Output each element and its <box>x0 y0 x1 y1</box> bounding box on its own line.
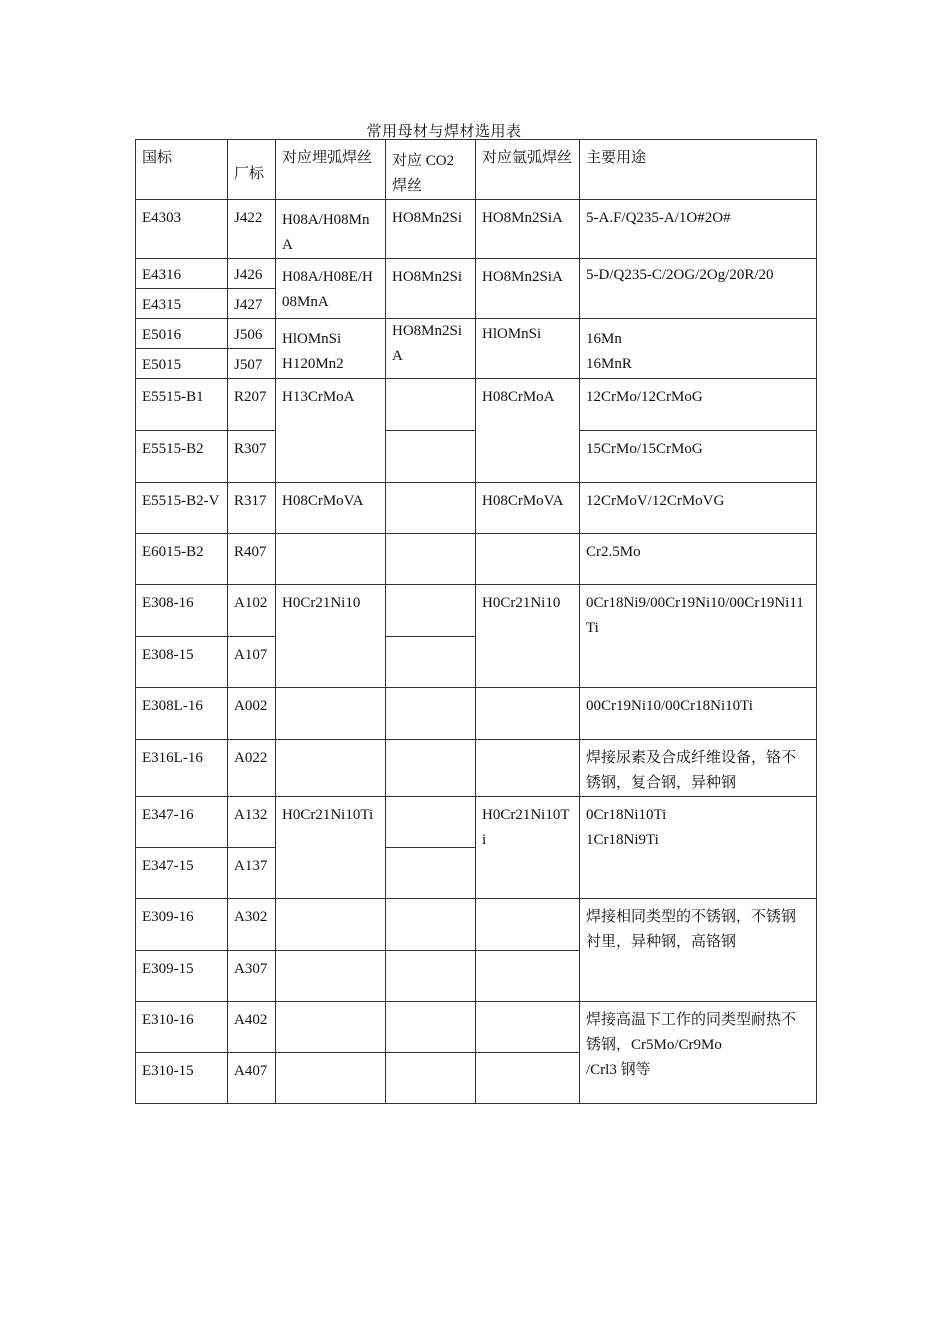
cell-saw-wire <box>276 899 386 951</box>
table-row <box>136 899 817 951</box>
cell-co2-wire <box>386 951 476 1002</box>
cell-tig-wire <box>476 688 580 740</box>
cell-main-use: 15CrMo/15CrMoG <box>580 431 817 483</box>
cell-tig-wire: HO8Mn2SiA <box>476 259 580 319</box>
cell-co2-wire: HO8Mn2Si <box>386 200 476 259</box>
table-row <box>136 483 817 534</box>
cell-factory: J507 <box>228 349 276 379</box>
table-row <box>136 379 817 431</box>
table-row <box>136 200 817 259</box>
cell-co2-wire <box>386 1002 476 1053</box>
cell-factory: A002 <box>228 688 276 740</box>
cell-co2-wire: HO8Mn2SiA <box>386 319 476 379</box>
cell-main-use: 焊接尿素及合成纤维设备，铬不锈钢，复合钢，异种钢 <box>580 740 817 797</box>
cell-saw-wire <box>276 1002 386 1053</box>
cell-saw-wire: H08A/H08MnA <box>276 200 386 259</box>
table-row <box>136 740 817 797</box>
cell-co2-wire <box>386 1053 476 1104</box>
cell-factory: A307 <box>228 951 276 1002</box>
cell-tig-wire: H0Cr21Ni10Ti <box>476 797 580 899</box>
cell-factory: J427 <box>228 289 276 319</box>
cell-gb: E6015-B2 <box>136 534 228 585</box>
cell-main-use: 5-A.F/Q235-A/1O#2O# <box>580 200 817 259</box>
table-row <box>136 319 817 349</box>
cell-tig-wire <box>476 951 580 1002</box>
cell-saw-wire <box>276 1053 386 1104</box>
cell-gb: E309-16 <box>136 899 228 951</box>
cell-factory: R317 <box>228 483 276 534</box>
cell-gb: E347-15 <box>136 848 228 899</box>
cell-factory: A137 <box>228 848 276 899</box>
cell-factory: R407 <box>228 534 276 585</box>
cell-co2-wire <box>386 534 476 585</box>
cell-tig-wire: H0Cr21Ni10 <box>476 585 580 688</box>
cell-main-use: Cr2.5Mo <box>580 534 817 585</box>
header-saw-wire: 对应埋弧焊丝 <box>276 140 386 200</box>
header-main-use: 主要用途 <box>580 140 817 200</box>
cell-tig-wire <box>476 1053 580 1104</box>
cell-co2-wire <box>386 483 476 534</box>
cell-main-use: 0Cr18Ni10Ti 1Cr18Ni9Ti <box>580 797 817 899</box>
table-row <box>136 797 817 848</box>
cell-gb: E4316 <box>136 259 228 289</box>
cell-saw-wire <box>276 740 386 797</box>
cell-saw-wire: H08A/H08E/H08MnA <box>276 259 386 319</box>
cell-factory: J506 <box>228 319 276 349</box>
cell-main-use: 16Mn 16MnR <box>580 319 817 379</box>
cell-gb: E5015 <box>136 349 228 379</box>
cell-tig-wire: HO8Mn2SiA <box>476 200 580 259</box>
table-row <box>136 534 817 585</box>
cell-factory: A107 <box>228 637 276 688</box>
cell-co2-wire <box>386 431 476 483</box>
header-gb: 国标 <box>136 140 228 200</box>
cell-main-use: 5-D/Q235-C/2OG/2Og/20R/20 <box>580 259 817 319</box>
cell-gb: E5515-B1 <box>136 379 228 431</box>
header-tig-wire: 对应氩弧焊丝 <box>476 140 580 200</box>
cell-gb: E5515-B2 <box>136 431 228 483</box>
cell-factory: A407 <box>228 1053 276 1104</box>
cell-tig-wire <box>476 534 580 585</box>
cell-factory: R207 <box>228 379 276 431</box>
cell-co2-wire <box>386 899 476 951</box>
cell-saw-wire: HlOMnSi H120Mn2 <box>276 319 386 379</box>
cell-co2-wire <box>386 585 476 637</box>
cell-factory: A132 <box>228 797 276 848</box>
header-factory: 厂标 <box>228 140 276 200</box>
cell-factory: J422 <box>228 200 276 259</box>
cell-main-use: 焊接相同类型的不锈钢，不锈钢衬里，异种钢，高铬钢 <box>580 899 817 1002</box>
cell-saw-wire: H08CrMoVA <box>276 483 386 534</box>
cell-factory: A022 <box>228 740 276 797</box>
cell-gb: E308L-16 <box>136 688 228 740</box>
cell-tig-wire: HlOMnSi <box>476 319 580 379</box>
table-row <box>136 1002 817 1053</box>
cell-saw-wire <box>276 688 386 740</box>
cell-co2-wire: HO8Mn2Si <box>386 259 476 319</box>
cell-main-use: 12CrMo/12CrMoG <box>580 379 817 431</box>
cell-gb: E310-15 <box>136 1053 228 1104</box>
cell-factory: A302 <box>228 899 276 951</box>
cell-saw-wire: H0Cr21Ni10 <box>276 585 386 688</box>
cell-saw-wire: H0Cr21Ni10Ti <box>276 797 386 899</box>
table-row <box>136 585 817 637</box>
header-co2-wire: 对应 CO2 焊丝 <box>386 140 476 200</box>
cell-gb: E4303 <box>136 200 228 259</box>
cell-gb: E5515-B2-V <box>136 483 228 534</box>
cell-main-use: 0Cr18Ni9/00Cr19Ni10/00Cr19Ni11Ti <box>580 585 817 688</box>
cell-saw-wire <box>276 534 386 585</box>
cell-saw-wire: H13CrMoA <box>276 379 386 483</box>
cell-saw-wire <box>276 951 386 1002</box>
material-selection-table <box>135 139 817 1104</box>
cell-tig-wire <box>476 899 580 951</box>
cell-main-use: 焊接高温下工作的同类型耐热不锈钢，Cr5Mo/Cr9Mo /Crl3 钢等 <box>580 1002 817 1104</box>
cell-main-use: 12CrMoV/12CrMoVG <box>580 483 817 534</box>
cell-tig-wire <box>476 740 580 797</box>
cell-co2-wire <box>386 688 476 740</box>
cell-gb: E310-16 <box>136 1002 228 1053</box>
cell-gb: E5016 <box>136 319 228 349</box>
cell-gb: E309-15 <box>136 951 228 1002</box>
cell-tig-wire: H08CrMoA <box>476 379 580 483</box>
cell-gb: E308-15 <box>136 637 228 688</box>
cell-co2-wire <box>386 740 476 797</box>
cell-factory: A402 <box>228 1002 276 1053</box>
cell-co2-wire <box>386 637 476 688</box>
cell-main-use: 00Cr19Ni10/00Cr18Ni10Ti <box>580 688 817 740</box>
cell-co2-wire <box>386 379 476 431</box>
cell-gb: E308-16 <box>136 585 228 637</box>
table-header-row <box>136 140 817 200</box>
cell-tig-wire <box>476 1002 580 1053</box>
cell-tig-wire: H08CrMoVA <box>476 483 580 534</box>
cell-factory: J426 <box>228 259 276 289</box>
cell-factory: A102 <box>228 585 276 637</box>
cell-gb: E4315 <box>136 289 228 319</box>
cell-gb: E347-16 <box>136 797 228 848</box>
cell-factory: R307 <box>228 431 276 483</box>
page-title: 常用母材与焊材选用表 <box>366 122 522 140</box>
cell-co2-wire <box>386 848 476 899</box>
table-row <box>136 688 817 740</box>
cell-co2-wire <box>386 797 476 848</box>
cell-gb: E316L-16 <box>136 740 228 797</box>
table-row <box>136 259 817 289</box>
